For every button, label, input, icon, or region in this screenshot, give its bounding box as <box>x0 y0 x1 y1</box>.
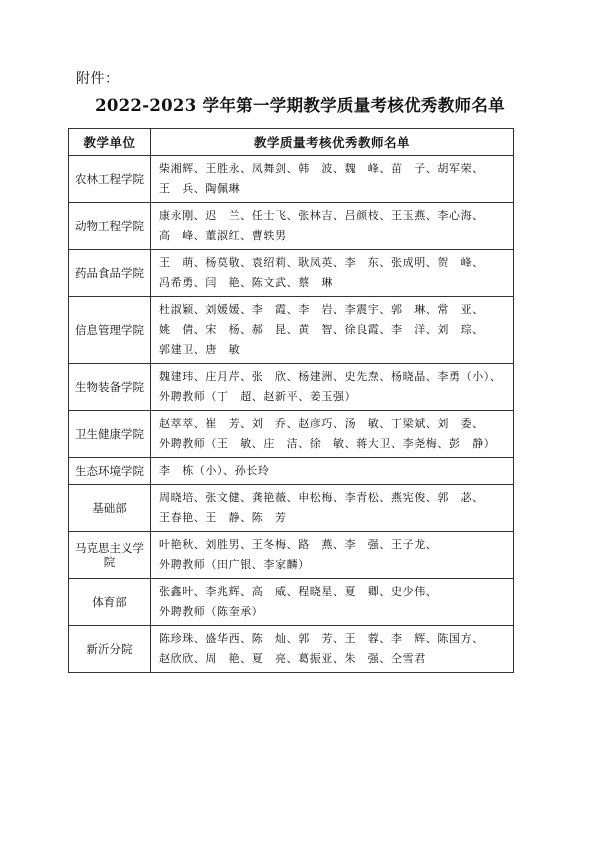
teacher-names-cell <box>151 250 514 297</box>
teacher-names-line: 康永刚、迟 兰、任士飞、张林吉、吕颜枝、王玉燕、李心海、 <box>159 209 484 222</box>
teacher-names-line: 王 萌、杨莫敬、袁绍莉、耿凤英、李 东、张成明、贺 峰、 <box>159 256 484 269</box>
teacher-roster-table <box>68 128 514 673</box>
teaching-unit-cell: 动物工程学院 <box>69 203 151 250</box>
teacher-names-line: 郭建卫、唐 敏 <box>159 343 241 356</box>
teacher-names-cell <box>151 297 514 364</box>
teacher-names-cell <box>151 626 514 673</box>
table-row <box>69 458 514 485</box>
teacher-names-cell <box>151 364 514 411</box>
table-header-row <box>69 129 514 156</box>
teacher-names-line: 外聘教师（田广银、李家麟） <box>159 558 310 571</box>
teacher-names-line: 杜淑颖、刘媛媛、李 霞、李 岩、李震宇、郭 琳、常 亚、 <box>159 303 484 316</box>
teacher-names-cell <box>151 532 514 579</box>
table-row <box>69 579 514 626</box>
teacher-names-line: 王 兵、陶佩琳 <box>159 182 241 195</box>
table-row <box>69 156 514 203</box>
table-row <box>69 250 514 297</box>
table-row <box>69 364 514 411</box>
teacher-names-line: 赵萃萃、崔 芳、刘 乔、赵彦巧、汤 敏、丁梁斌、刘 委、 <box>159 417 484 430</box>
teacher-names-line: 赵欣欣、周 艳、夏 亮、葛振亚、朱 强、仝雪君 <box>159 652 426 665</box>
teaching-unit-cell: 生态环境学院 <box>69 458 151 485</box>
table-body <box>69 156 514 673</box>
teacher-names-line: 柴湘辉、王胜永、凤舞剑、韩 波、魏 峰、苗 子、胡军荣、 <box>159 162 484 175</box>
teacher-names-cell <box>151 411 514 458</box>
teacher-names-line: 周晓培、张文健、龚艳薇、申松梅、李青松、燕宪俊、郭 苾、 <box>159 491 484 504</box>
teacher-names-line: 姚 倩、宋 杨、郝 昆、黄 智、徐良霞、李 洋、刘 琮、 <box>159 323 484 336</box>
document-title: 2022-2023 学年第一学期教学质量考核优秀教师名单 <box>95 96 505 115</box>
column-header-names: 教学质量考核优秀教师名单 <box>151 129 514 156</box>
teacher-names-cell <box>151 203 514 250</box>
teacher-names-cell <box>151 579 514 626</box>
teacher-names-line: 王春艳、王 静、陈 芳 <box>159 511 287 524</box>
teaching-unit-cell: 马克思主义学院 <box>69 532 151 579</box>
table-row <box>69 532 514 579</box>
table-row <box>69 297 514 364</box>
table-row <box>69 203 514 250</box>
teaching-unit-cell: 新沂分院 <box>69 626 151 673</box>
table-row <box>69 485 514 532</box>
teacher-names-cell <box>151 485 514 532</box>
table-row <box>69 626 514 673</box>
teacher-names-line: 外聘教师（王 敏、庄 洁、徐 敏、蒋大卫、李尧梅、彭 静） <box>159 437 496 450</box>
teacher-names-cell <box>151 458 514 485</box>
teaching-unit-cell: 体育部 <box>69 579 151 626</box>
table-row <box>69 411 514 458</box>
teaching-unit-cell: 卫生健康学院 <box>69 411 151 458</box>
teacher-names-line: 李 栋（小）、孙长玲 <box>159 464 270 477</box>
teacher-names-line: 张鑫叶、李兆辉、高 威、程晓星、夏 卿、史少伟、 <box>159 585 438 598</box>
teacher-names-line: 叶艳秋、刘胜男、王冬梅、路 燕、李 强、王子龙、 <box>159 538 438 551</box>
teacher-names-line: 高 峰、董淑红、曹轶男 <box>159 229 287 242</box>
teaching-unit-cell: 生物装备学院 <box>69 364 151 411</box>
teaching-unit-cell: 基础部 <box>69 485 151 532</box>
teacher-names-line: 陈珍珠、盛华西、陈 灿、郭 芳、王 蓉、李 辉、陈国方、 <box>159 632 484 645</box>
teaching-unit-cell: 信息管理学院 <box>69 297 151 364</box>
attachment-label: 附件： <box>76 71 120 87</box>
teaching-unit-cell: 药品食品学院 <box>69 250 151 297</box>
teacher-names-line: 外聘教师（丁 超、赵新平、姜玉强） <box>159 390 357 403</box>
teacher-names-line: 外聘教师（陈奎承） <box>159 605 264 618</box>
column-header-unit: 教学单位 <box>69 129 151 156</box>
teacher-names-line: 魏建玮、庄月芹、张 欣、杨建洲、史先焘、杨晓晶、李勇（小）、 <box>159 370 502 383</box>
teaching-unit-cell: 农林工程学院 <box>69 156 151 203</box>
teacher-names-line: 冯希勇、闫 艳、陈文武、蔡 琳 <box>159 276 333 289</box>
teacher-names-cell <box>151 156 514 203</box>
